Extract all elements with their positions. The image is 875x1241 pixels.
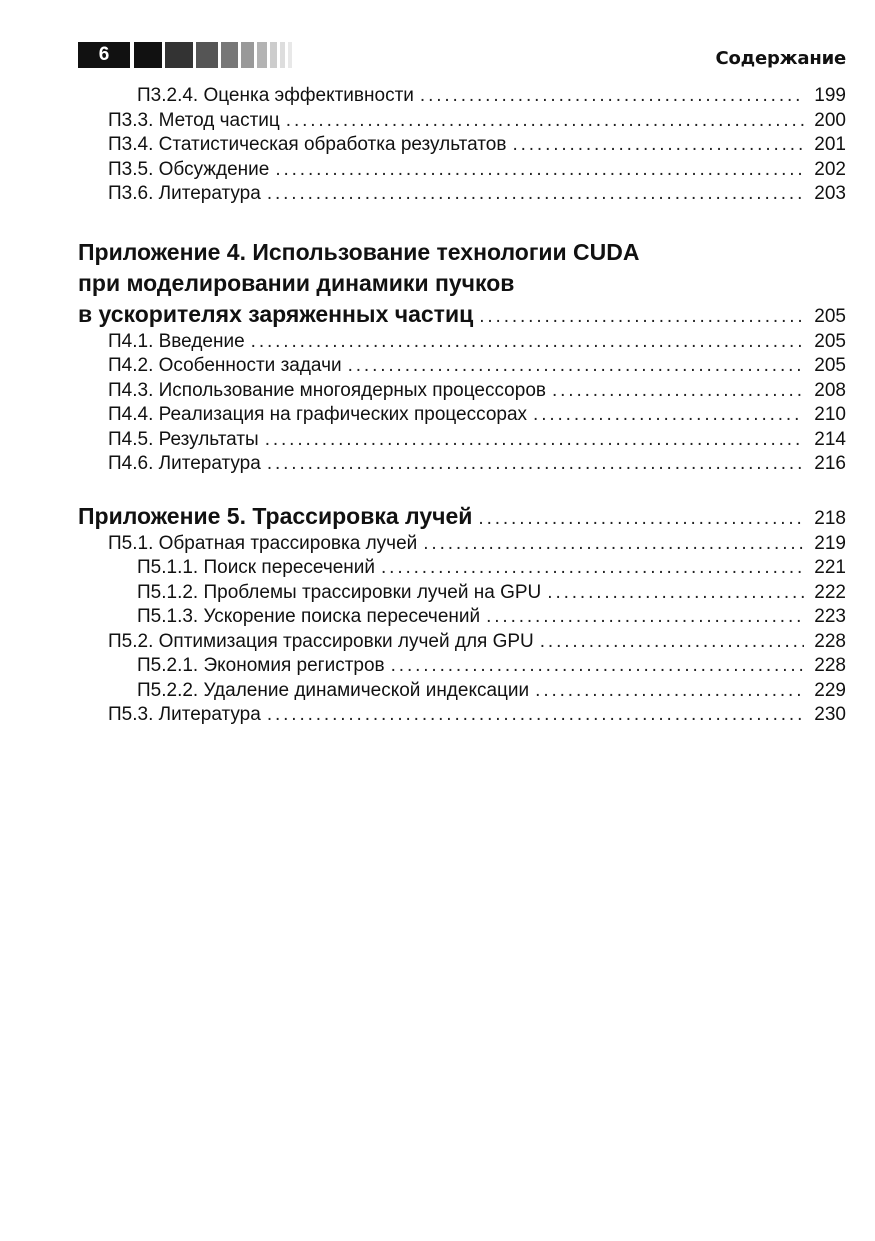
toc-entry-label: П4.3. Использование многоядерных процессоров [108, 379, 546, 401]
leader-dots [478, 503, 804, 534]
chapter-page: 218 [814, 507, 846, 529]
toc-entry-page: 228 [814, 655, 846, 676]
decoration-bar [257, 42, 267, 68]
toc-entry-page: 216 [814, 453, 846, 474]
leader-dots [535, 679, 804, 704]
toc-entry-page: 205 [814, 355, 846, 376]
chapter-title-line: в ускорителях заряженных частиц [78, 300, 474, 327]
decoration-bar [221, 42, 238, 68]
page-number: 6 [78, 42, 130, 68]
leader-dots [267, 703, 804, 728]
toc-entry-label: П5.2.2. Удаление динамической индексации [137, 679, 530, 701]
toc-entry-page: 208 [814, 379, 846, 401]
toc-entry[interactable] [78, 581, 846, 606]
toc-entry-label: П4.4. Реализация на графических процессорах [108, 404, 528, 425]
running-title: Содержание [715, 48, 846, 69]
toc-entry-label: П3.5. Обсуждение [108, 158, 270, 180]
decoration-bar [134, 42, 162, 68]
toc-entry-label: П4.5. Результаты [108, 428, 259, 450]
leader-dots [267, 182, 804, 207]
decoration-bar [165, 42, 193, 68]
decoration-bar [288, 42, 292, 68]
toc-entry[interactable] [78, 605, 846, 630]
toc-entry-page: 223 [814, 606, 846, 627]
leader-dots [540, 630, 804, 655]
toc-entry-page: 210 [814, 404, 846, 425]
toc-entry-page: 219 [814, 532, 846, 554]
toc-entry[interactable] [78, 703, 846, 728]
toc-entry-label: П3.3. Метод частиц [108, 109, 280, 131]
toc-entry[interactable] [78, 182, 846, 207]
toc-entry-page: 214 [814, 428, 846, 450]
leader-dots [552, 379, 804, 404]
toc-entry-label: П3.6. Литература [108, 183, 261, 204]
toc-entry[interactable] [78, 133, 846, 158]
decoration-bar [280, 42, 285, 68]
toc-entry-page: 203 [814, 183, 846, 204]
leader-dots [265, 428, 804, 453]
appendix-5-heading[interactable] [78, 501, 846, 532]
leader-dots [348, 354, 804, 379]
toc-entry-page: 199 [814, 85, 846, 106]
toc-entry[interactable] [78, 84, 846, 109]
toc-entry[interactable] [78, 556, 846, 581]
leader-dots [533, 403, 804, 428]
spacer [78, 207, 846, 237]
toc-entry[interactable] [78, 354, 846, 379]
toc-entry[interactable] [78, 452, 846, 477]
toc-entry[interactable] [78, 679, 846, 704]
leader-dots [512, 133, 804, 158]
leader-dots [420, 84, 804, 109]
leader-dots [286, 109, 804, 134]
table-of-contents [78, 84, 846, 728]
toc-entry[interactable] [78, 403, 846, 428]
leader-dots [486, 605, 804, 630]
chapter-title-line: Приложение 4. Использование технологии CUDA [78, 238, 640, 265]
toc-entry-page: 228 [814, 630, 846, 652]
chapter-title-row [78, 299, 846, 330]
leader-dots [391, 654, 804, 679]
toc-entry-label: П5.3. Литература [108, 704, 261, 725]
decoration-bar [270, 42, 277, 68]
toc-entry-page: 221 [814, 557, 846, 578]
chapter-title-line: Приложение 5. Трассировка лучей [78, 502, 473, 529]
toc-entry[interactable] [78, 630, 846, 655]
appendix-4-heading[interactable] [78, 237, 846, 330]
spacer [78, 477, 846, 501]
toc-entry-page: 201 [814, 134, 846, 155]
decoration-bar [196, 42, 218, 68]
toc-entry-page: 205 [814, 330, 846, 352]
leader-dots [547, 581, 804, 606]
leader-dots [267, 452, 804, 477]
leader-dots [381, 556, 804, 581]
toc-entry-label: П4.1. Введение [108, 330, 245, 352]
decoration-bar [241, 42, 254, 68]
toc-entry[interactable] [78, 109, 846, 134]
toc-entry-label: П4.2. Особенности задачи [108, 355, 342, 376]
toc-entry-label: П5.1. Обратная трассировка лучей [108, 532, 418, 554]
toc-entry-page: 200 [814, 109, 846, 131]
toc-entry[interactable] [78, 330, 846, 355]
page-header [78, 42, 846, 72]
toc-entry-page: 202 [814, 158, 846, 180]
toc-entry-label: П5.1.1. Поиск пересечений [137, 557, 376, 578]
leader-dots [275, 158, 804, 183]
toc-entry-page: 229 [814, 679, 846, 701]
chapter-title-row [78, 501, 846, 532]
toc-entry[interactable] [78, 654, 846, 679]
toc-entry-label: П5.1.3. Ускорение поиска пересечений [137, 606, 481, 627]
leader-dots [479, 301, 804, 332]
toc-entry-label: П5.2. Оптимизация трассировки лучей для GPU [108, 630, 534, 652]
header-decoration-bars [134, 42, 292, 68]
toc-entry[interactable] [78, 428, 846, 453]
toc-entry-label: П4.6. Литература [108, 453, 261, 474]
toc-entry-label: П5.2.1. Экономия регистров [137, 655, 385, 676]
toc-entry[interactable] [78, 532, 846, 557]
toc-entry-label: П3.4. Статистическая обработка результатов [108, 134, 507, 155]
toc-entry-page: 230 [814, 704, 846, 725]
toc-entry[interactable] [78, 158, 846, 183]
chapter-title-line: при моделировании динамики пучков [78, 269, 515, 296]
toc-entry-label: П3.2.4. Оценка эффективности [137, 85, 414, 106]
leader-dots [251, 330, 804, 355]
toc-entry-label: П5.1.2. Проблемы трассировки лучей на GPU [137, 581, 542, 603]
leader-dots [423, 532, 804, 557]
toc-entry-page: 222 [814, 581, 846, 603]
toc-entry[interactable] [78, 379, 846, 404]
chapter-page: 205 [814, 305, 846, 327]
